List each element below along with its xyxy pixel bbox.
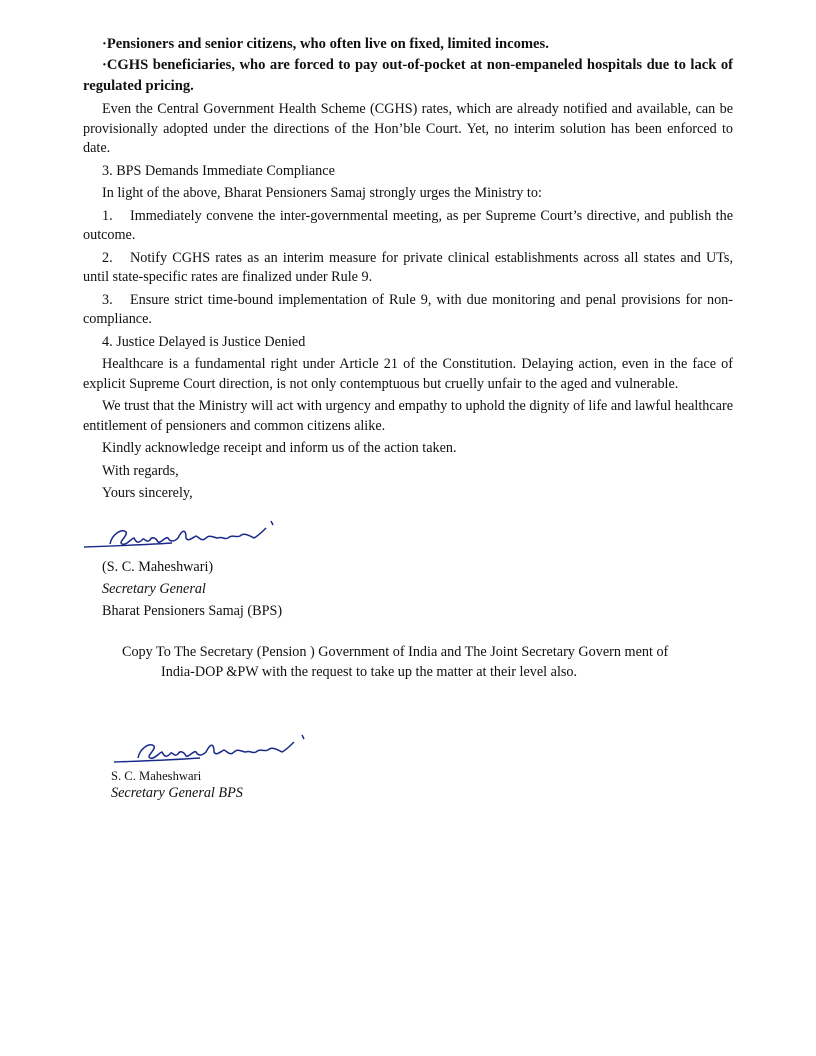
- signatory-title: Secretary General: [102, 581, 206, 597]
- section-3-intro: In light of the above, Bharat Pensioners Samaj strongly urges the Ministry to:: [102, 185, 542, 201]
- demand-text: Immediately convene the inter-governmental meeting, as per Supreme Court’s directive, and publish the outcome.: [83, 207, 733, 243]
- demand-text: Notify CGHS rates as an interim measure for private clinical establishments across all states and UTs, until state-specific rates are finalized under Rule 9.: [83, 249, 733, 285]
- copy-to-line-1: Copy To The Secretary (Pension ) Government of India and The Joint Secretary Govern ment of: [122, 644, 669, 660]
- footer-title: Secretary General BPS: [111, 785, 243, 801]
- yours-sincerely-line: Yours sincerely,: [102, 485, 193, 501]
- signature-image: [82, 516, 282, 556]
- bullet-pensioners: ·Pensioners and senior citizens, who often live on fixed, limited incomes.: [102, 36, 549, 52]
- section-3-heading: 3. BPS Demands Immediate Compliance: [102, 162, 335, 179]
- demand-item-3: [83, 291, 733, 330]
- demand-number: 1.: [102, 207, 113, 224]
- signatory-org: Bharat Pensioners Samaj (BPS): [102, 603, 283, 619]
- signature-image-footer: [112, 732, 312, 768]
- letter-body: [83, 34, 733, 504]
- section-4-paragraph: Healthcare is a fundamental right under Article 21 of the Constitution. Delaying action, even in the face of explicit Supreme Court direction, is not only contemptuous but cruelly unfair to the aged and vulnerable.: [83, 356, 733, 392]
- copy-to-block: [122, 643, 732, 682]
- footer-name: S. C. Maheshwari: [111, 769, 202, 783]
- signatory-name: (S. C. Maheshwari): [102, 559, 214, 575]
- section-4-heading: 4. Justice Delayed is Justice Denied: [102, 333, 306, 350]
- trust-paragraph: We trust that the Ministry will act with urgency and empathy to uphold the dignity of life and lawful healthcare entitlement of pensioners and common citizens alike.: [83, 398, 733, 434]
- acknowledge-line: Kindly acknowledge receipt and inform us of the action taken.: [102, 440, 457, 456]
- demand-text: Ensure strict time-bound implementation of Rule 9, with due monitoring and penal provisions for non-compliance.: [83, 291, 733, 327]
- footer-signatory: [111, 768, 243, 802]
- handwritten-signature: [112, 732, 312, 768]
- handwritten-signature: [82, 516, 282, 556]
- copy-to-line-2: India-DOP &PW with the request to take up the matter at their level also.: [161, 663, 578, 680]
- paragraph-cghs-rates: Even the Central Government Health Scheme (CGHS) rates, which are already notified and available, can be provisionally adopted under the directions of the Hon’ble Court. Yet, no interim solution has been enforced to date.: [83, 101, 733, 156]
- regards-line: With regards,: [102, 462, 179, 479]
- signatory-block: [102, 556, 282, 622]
- demand-number: 3.: [102, 291, 113, 308]
- demand-number: 2.: [102, 249, 113, 266]
- demand-item-2: [83, 249, 733, 288]
- demand-item-1: [83, 207, 733, 246]
- bullet-cghs-beneficiaries: ·CGHS beneficiaries, who are forced to pay out-of-pocket at non-empaneled hospitals due to lack of regulated pricing.: [83, 57, 733, 94]
